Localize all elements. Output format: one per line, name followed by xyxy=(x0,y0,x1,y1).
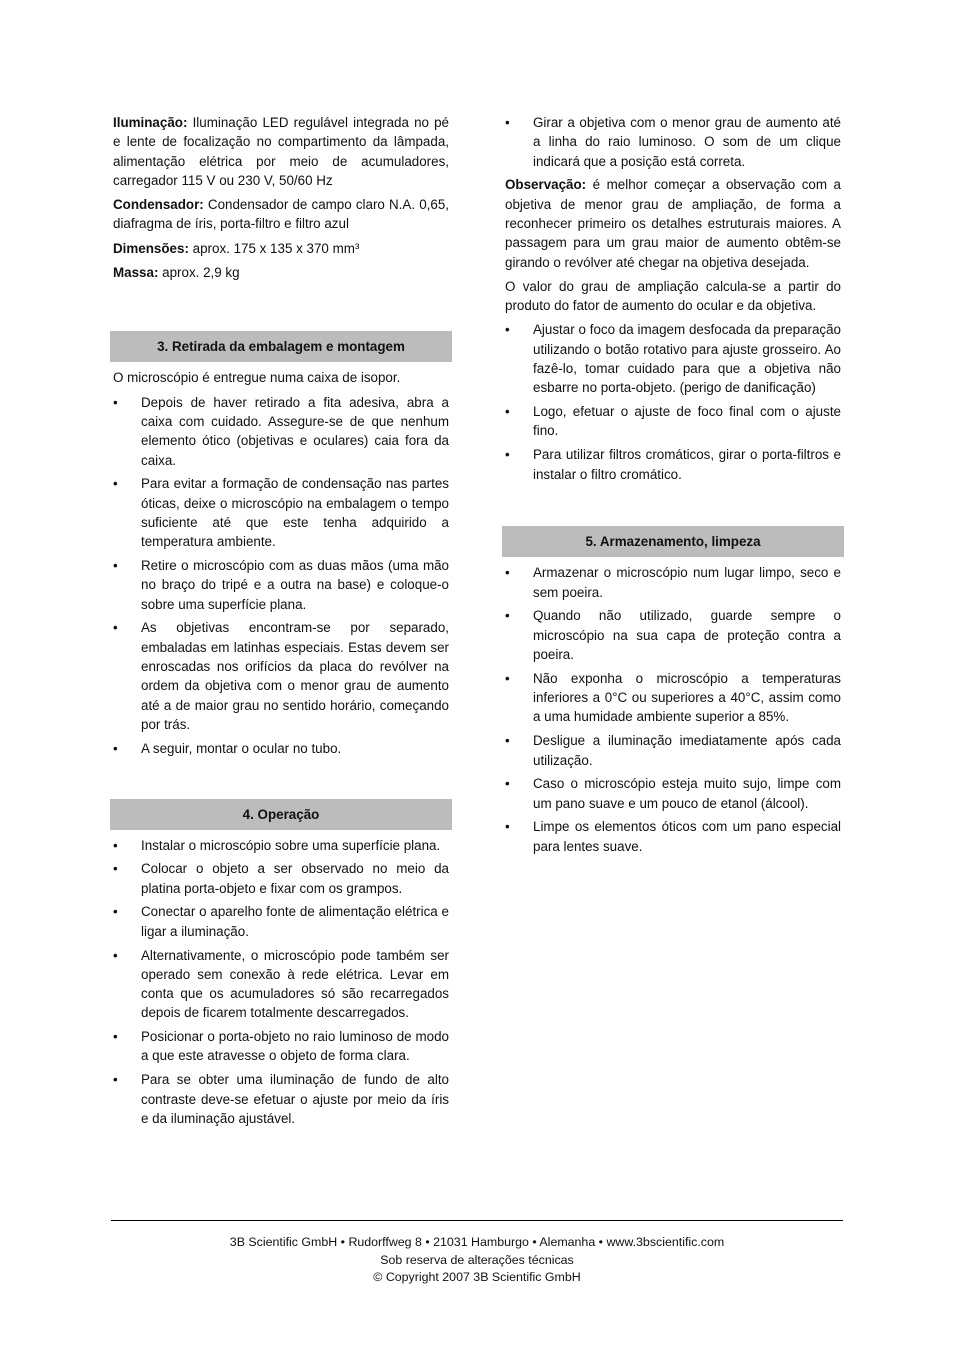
footer xyxy=(111,1234,843,1287)
list-item xyxy=(505,113,841,171)
bullet-icon: • xyxy=(505,733,510,749)
spec-condenser xyxy=(113,195,449,234)
section-4-heading: 4. Operação xyxy=(110,799,452,830)
list-item-text: Para evitar a formação de condensação nas partes óticas, deixe o microscópio na embalagem o tempo suficiente até que este tenha adquirido a temperatura ambiente. xyxy=(141,476,449,550)
list-item xyxy=(113,474,449,551)
list-item-text: Conectar o aparelho fonte de alimentação elétrica e ligar a iluminação. xyxy=(141,904,449,939)
focus-list xyxy=(505,320,841,483)
list-item-text: Caso o microscópio esteja muito sujo, limpe com um pano suave e um pouco de etanol (álcool). xyxy=(533,776,841,811)
list-item xyxy=(113,836,449,855)
bullet-icon: • xyxy=(113,1072,118,1088)
magnification-text: O valor do grau de ampliação calcula-se a partir do produto do fator de aumento do ocular e da objetiva. xyxy=(505,278,841,314)
list-item-text: Girar a objetiva com o menor grau de aumento até a linha do raio luminoso. O som de um clique indicará que a posição está correta. xyxy=(533,115,841,169)
observation-label: Observação: xyxy=(505,177,587,193)
list-item-text: Desligue a iluminação imediatamente após cada utilização. xyxy=(533,733,841,768)
footer-copyright: © Copyright 2007 3B Scientific GmbH xyxy=(373,1270,581,1284)
spec-text: aprox. 175 x 135 x 370 mm³ xyxy=(192,240,360,256)
bullet-icon: • xyxy=(505,565,510,581)
bullet-icon: • xyxy=(113,394,118,410)
bullet-icon: • xyxy=(505,447,510,463)
list-item xyxy=(505,445,841,484)
list-item xyxy=(113,393,449,470)
list-item xyxy=(113,1070,449,1128)
list-item-text: A seguir, montar o ocular no tubo. xyxy=(141,740,342,756)
bullet-icon: • xyxy=(505,670,510,686)
bullet-icon: • xyxy=(505,115,510,130)
bullet-icon: • xyxy=(113,861,118,877)
list-item-text: As objetivas encontram-se por separado, embaladas em latinhas especiais. Estas devem ser enroscadas nos orifícios da placa do revólver na ordem da objetiva com o menor grau de aumento até a de maior grau no sentido horário, começando por trás. xyxy=(141,620,449,732)
list-item xyxy=(505,606,841,664)
list-item-text: Não exponha o microscópio a temperaturas inferiores a 0°C ou superiores a 40°C, assim como a uma humidade ambiente superior a 85%. xyxy=(533,670,841,725)
list-item-text: Posicionar o porta-objeto no raio luminoso de modo a que este atravesse o objeto de forma clara. xyxy=(141,1029,449,1064)
observation-note xyxy=(505,175,841,271)
list-item-text: Armazenar o microscópio num lugar limpo, seco e sem poeira. xyxy=(533,565,841,600)
list-item-text: Instalar o microscópio sobre uma superfície plana. xyxy=(141,837,441,853)
bullet-icon: • xyxy=(113,476,118,492)
spec-label: Iluminação: xyxy=(113,115,188,130)
left-column xyxy=(113,113,449,1133)
spec-dimensions xyxy=(113,239,449,258)
list-item xyxy=(505,731,841,770)
bullet-icon: • xyxy=(113,620,118,636)
section-4-list xyxy=(113,836,449,1129)
bullet-icon: • xyxy=(505,819,510,835)
spec-label: Massa: xyxy=(113,265,159,281)
section-3-intro: O microscópio é entregue numa caixa de isopor. xyxy=(113,370,401,386)
list-item-text: Retire o microscópio com as duas mãos (uma mão no braço do tripé e a outra na base) e coloque-o sobre uma superfície plana. xyxy=(141,558,449,612)
list-item xyxy=(113,902,449,941)
spec-text: Condensador de campo claro N.A. 0,65, diafragma de íris, porta-filtro e filtro azul xyxy=(113,197,449,232)
list-item-text: Ajustar o foco da imagem desfocada da preparação utilizando o botão rotativo para ajuste grosseiro. Ao fazê-lo, tomar cuidado para que a objetiva não esbarre no porta-objeto. (perigo de danificação) xyxy=(533,322,841,396)
list-item-text: Alternativamente, o microscópio pode também ser operado sem conexão à rede elétrica. Levar em conta que os acumuladores só são recarregados depois de ficarem totalmente descarregados. xyxy=(141,947,449,1021)
list-item xyxy=(113,946,449,1023)
section-3-heading: 3. Retirada da embalagem e montagem xyxy=(110,331,452,362)
list-item-text: Para se obter uma iluminação de fundo de alto contraste deve-se efetuar o ajuste por meio da íris e da iluminação ajustável. xyxy=(141,1072,449,1126)
list-item xyxy=(113,556,449,614)
list-item xyxy=(505,320,841,397)
list-item xyxy=(113,618,449,734)
list-item xyxy=(113,1027,449,1066)
footer-address: 3B Scientific GmbH • Rudorffweg 8 • 21031 Hamburgo • Alemanha • www.3bscientific.com xyxy=(229,1235,725,1249)
list-item-text: Depois de haver retirado a fita adesiva, abra a caixa com cuidado. Assegure-se de que nenhum elemento ótico (objetivas e oculares) caia fora da caixa. xyxy=(141,394,449,468)
list-item xyxy=(113,859,449,898)
list-item xyxy=(505,402,841,441)
right-column xyxy=(505,113,841,861)
bullet-icon: • xyxy=(113,947,118,963)
list-item-text: Limpe os elementos óticos com um pano especial para lentes suave. xyxy=(533,819,841,854)
section-5-heading: 5. Armazenamento, limpeza xyxy=(502,526,844,557)
observation-text: é melhor começar a observação com a objetiva de menor grau de ampliação, de forma a reconhecer primeiro os detalhes estruturais maiores. A passagem para um grau maior de aumento obtêm-se girando o revólver até chegar na objetiva desejada. xyxy=(505,177,841,270)
list-item xyxy=(505,774,841,813)
list-item xyxy=(505,817,841,856)
section-5-list xyxy=(505,563,841,856)
bullet-icon: • xyxy=(113,1029,118,1045)
section-3-list xyxy=(113,393,449,758)
footer-disclaimer: Sob reserva de alterações técnicas xyxy=(380,1252,574,1267)
bullet-icon: • xyxy=(113,904,118,920)
spec-mass xyxy=(113,263,449,282)
spec-label: Condensador: xyxy=(113,197,204,213)
bullet-icon: • xyxy=(113,740,118,756)
spec-text: aprox. 2,9 kg xyxy=(162,265,240,281)
bullet-icon: • xyxy=(113,837,118,853)
list-item xyxy=(505,669,841,727)
bullet-icon: • xyxy=(113,558,118,574)
spec-illumination xyxy=(113,113,449,190)
list-item-text: Quando não utilizado, guarde sempre o microscópio na sua capa de proteção contra a poeira. xyxy=(533,608,841,663)
bullet-icon: • xyxy=(505,608,510,624)
footer-divider xyxy=(111,1220,843,1221)
list-item-text: Logo, efetuar o ajuste de foco final com o ajuste fino. xyxy=(533,404,841,439)
operation-list-continued xyxy=(505,113,841,171)
bullet-icon: • xyxy=(505,776,510,792)
list-item xyxy=(505,563,841,602)
bullet-icon: • xyxy=(505,322,510,338)
list-item xyxy=(113,739,449,758)
list-item-text: Colocar o objeto a ser observado no meio da platina porta-objeto e fixar com os grampos. xyxy=(141,861,449,896)
list-item-text: Para utilizar filtros cromáticos, girar o porta-filtros e instalar o filtro cromático. xyxy=(533,447,841,482)
bullet-icon: • xyxy=(505,404,510,420)
spec-label: Dimensões: xyxy=(113,240,189,256)
spec-text: Iluminação LED regulável integrada no pé e lente de focalização no compartimento da lâmpada, alimentação elétrica por meio de acumuladores, carregador 115 V ou 230 V, 50/60 Hz xyxy=(113,115,449,188)
